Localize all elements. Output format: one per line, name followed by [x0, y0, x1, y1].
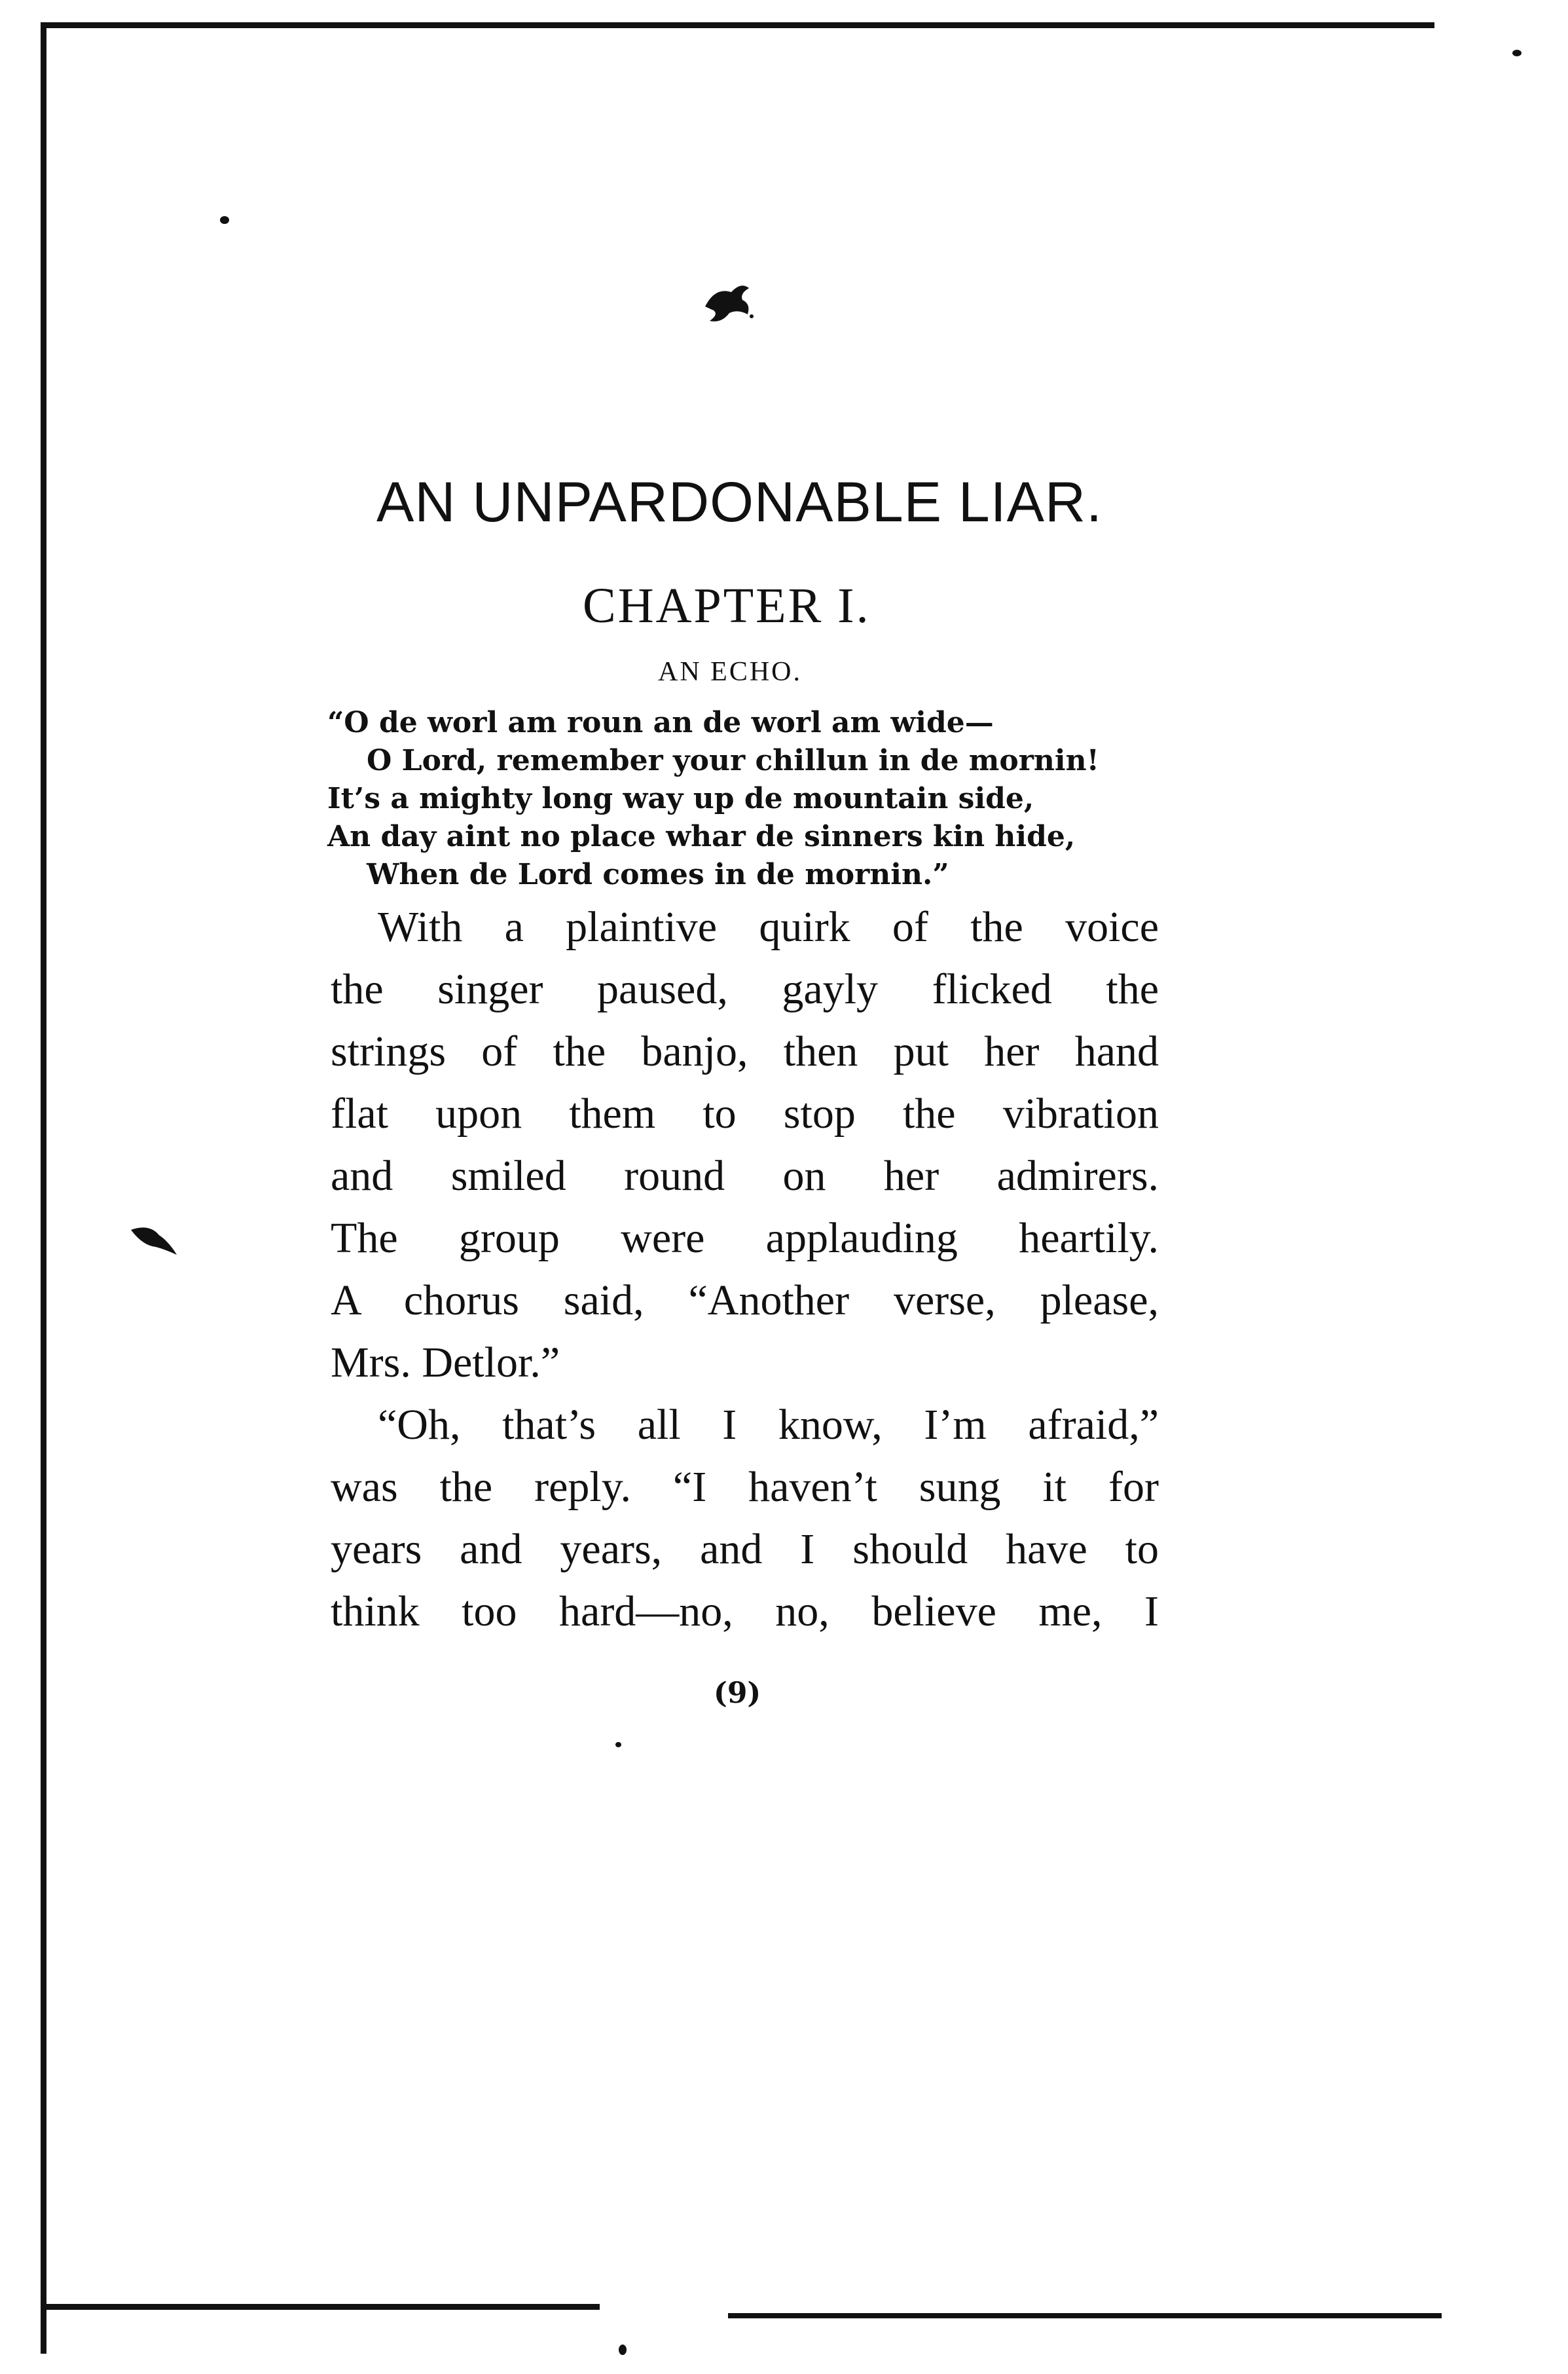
ink-speck: [1512, 50, 1522, 56]
book-title: AN UNPARDONABLE LIAR.: [376, 471, 1103, 534]
verse-line: When de Lord comes in de mornin.”: [367, 858, 949, 891]
text-line: the singer paused, gayly flicked the: [331, 965, 1159, 1013]
text-line: With a plaintive quirk of the voice: [378, 903, 1159, 951]
ink-speck: [615, 1742, 621, 1747]
fleuron-ornament-icon: [702, 280, 754, 326]
text-line: strings of the banjo, then put her hand: [331, 1028, 1159, 1075]
ink-blot-icon: [130, 1223, 182, 1263]
text-line: A chorus said, “Another verse, please,: [331, 1276, 1159, 1324]
verse-line: “O de worl am roun an de worl am wide—: [327, 706, 994, 739]
chapter-heading: CHAPTER I.: [583, 578, 871, 633]
verse-line: It’s a mighty long way up de mountain side,: [327, 782, 1034, 815]
page-border-bottom: [43, 2304, 600, 2310]
page-number: (9): [714, 1677, 761, 1710]
text-line: years and years, and I should have to: [331, 1525, 1159, 1573]
verse-line: An day aint no place whar de sinners kin hide,: [327, 820, 1076, 853]
body-text: [331, 896, 1159, 1642]
ink-speck: [750, 314, 754, 318]
text-line: The group were applauding heartily.: [331, 1214, 1159, 1262]
page-border-top: [43, 22, 1434, 28]
chapter-subtitle: AN ECHO.: [658, 657, 802, 687]
text-line: “Oh, that’s all I know, I’m afraid,”: [378, 1401, 1159, 1449]
page-border-bottom-right: [728, 2313, 1442, 2318]
text-line: and smiled round on her admirers.: [331, 1152, 1159, 1200]
text-line: was the reply. “I haven’t sung it for: [331, 1463, 1159, 1511]
text-line: think too hard—no, no, believe me, I: [331, 1587, 1159, 1635]
ink-speck: [619, 2345, 627, 2355]
text-line: flat upon them to stop the vibration: [331, 1090, 1159, 1138]
page-border-left: [41, 22, 46, 2354]
epigraph-verse: [327, 704, 1178, 894]
verse-line: O Lord, remember your chillun in de mornin!: [367, 744, 1099, 777]
ink-speck: [220, 216, 229, 224]
text-line: Mrs. Detlor.”: [331, 1339, 560, 1386]
